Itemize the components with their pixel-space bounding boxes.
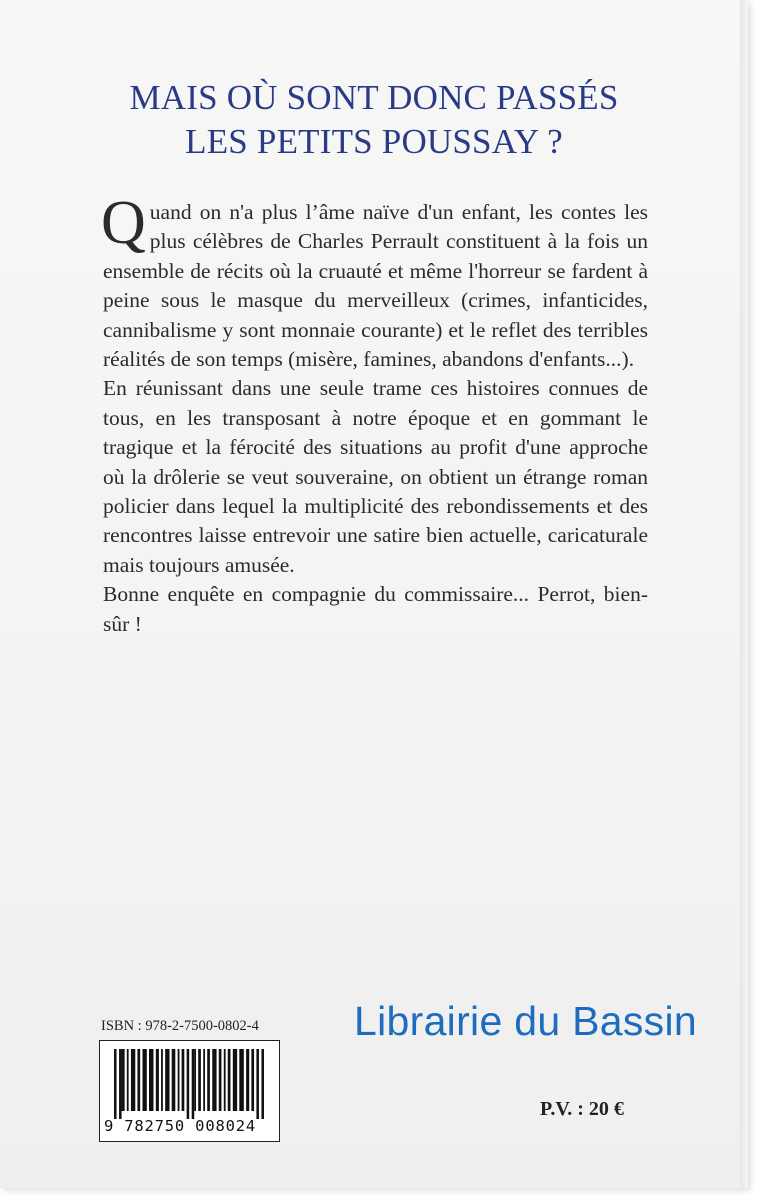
barcode-guard-bar (119, 1049, 122, 1119)
blurb-paragraph-1 (101, 189, 648, 374)
barcode-bar (122, 1049, 125, 1111)
barcode-bar (233, 1049, 237, 1111)
book-title (0, 76, 748, 164)
barcode-guard-bar (192, 1049, 195, 1119)
barcode-bar (219, 1049, 222, 1111)
barcode-bar (161, 1049, 163, 1111)
barcode (99, 1040, 280, 1142)
barcode-bar (251, 1049, 254, 1111)
barcode-bar (142, 1049, 146, 1111)
barcode-bar (194, 1049, 196, 1111)
barcode-bars (114, 1049, 264, 1119)
barcode-guard-bar (114, 1049, 117, 1119)
barcode-bar (165, 1049, 169, 1111)
barcode-bar (156, 1049, 159, 1111)
barcode-guard-bar (261, 1049, 264, 1119)
barcode-bar (207, 1049, 210, 1111)
barcode-guard-bar (187, 1049, 190, 1119)
barcode-bar (137, 1049, 140, 1111)
blurb (101, 189, 648, 639)
blurb-paragraph-3: Bonne enquête en compagnie du commissaire... Perrot, bien-sûr ! (103, 582, 648, 636)
barcode-bar (149, 1049, 154, 1111)
barcode-bar (203, 1049, 205, 1111)
barcode-bar (228, 1049, 231, 1111)
barcode-bar (239, 1049, 244, 1111)
isbn-label: ISBN : 978-2-7500-0802-4 (101, 1018, 259, 1034)
barcode-bar (172, 1049, 176, 1111)
title-line-1: MAIS OÙ SONT DONC PASSÉS (129, 78, 619, 117)
barcode-bar (198, 1049, 201, 1111)
blurb-paragraph-1-text: uand on n'a plus l’âme naïve d'un enfant, les contes les plus célèbres de Charles Perrault constituent à la fois un ensemble de récits où la cruauté et même l'horreur se fardent à peine sous le masque du merveilleux (crimes, infanticides, cannibalisme y sont monnaie courante) et le reflet des terribles réalités de son temps (misère, famines, abandons d'enfants...). (103, 200, 648, 372)
blurb-paragraph-2: En réunissant dans une seule trame ces histoires connues de tous, en les transposant à notre époque et en gommant le tragique et la férocité des situations au profit d'une approche où la drôlerie se veut souveraine, on obtient un étrange roman policier dans lequel la multiplicité des rebondissements et des rencontres laisse entrevoir une satire bien actuelle, caricaturale mais toujours amusée. (103, 376, 648, 577)
barcode-bar (182, 1049, 185, 1111)
watermark: Librairie du Bassin (354, 998, 697, 1044)
barcode-guard-bar (256, 1049, 259, 1119)
barcode-bar (131, 1049, 135, 1111)
title-line-2: LES PETITS POUSSAY ? (185, 122, 563, 161)
barcode-bar (224, 1049, 226, 1111)
price: P.V. : 20 € (540, 1098, 624, 1120)
barcode-bar (246, 1049, 249, 1111)
barcode-bar (178, 1049, 180, 1111)
barcode-bar (212, 1049, 216, 1111)
barcode-bar (127, 1049, 129, 1111)
drop-cap: Q (101, 189, 146, 257)
cover-edge (740, 0, 748, 1188)
barcode-digits: 9 782750 008024 (104, 1117, 256, 1135)
